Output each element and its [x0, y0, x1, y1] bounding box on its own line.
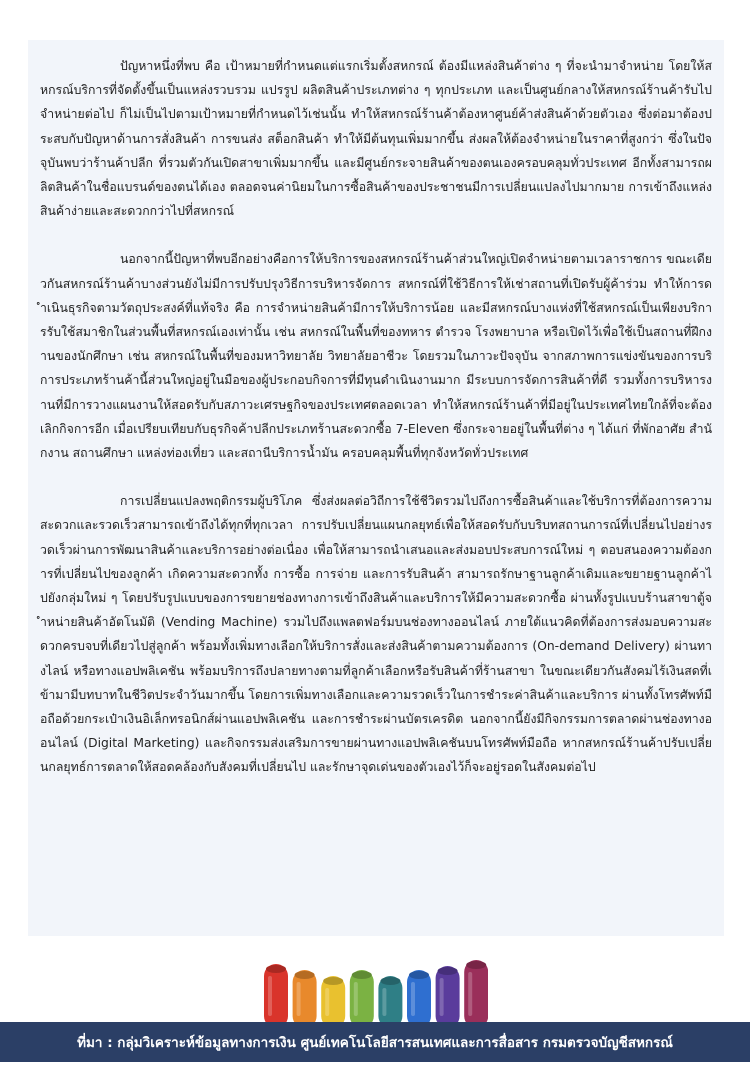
pencil-highlight — [468, 972, 472, 1016]
pencil-cap — [438, 967, 458, 975]
pencil-highlight — [354, 982, 358, 1016]
pencil-highlight — [325, 988, 329, 1016]
colored-pencils-icon — [262, 958, 488, 1022]
pencil-highlight — [440, 978, 444, 1016]
pencil-cap — [466, 961, 486, 969]
pencil-1 — [264, 964, 288, 1022]
pencil-8 — [464, 960, 488, 1022]
pencil-6 — [407, 970, 431, 1022]
pencil-5 — [378, 976, 402, 1022]
pencil-cap — [266, 965, 286, 973]
pencil-7 — [436, 966, 460, 1022]
pencil-3 — [321, 976, 345, 1022]
pencil-4 — [350, 970, 374, 1022]
paragraph-1: ปัญหาหนึ่งที่พบ คือ เป้าหมายที่กำหนดแต่แรกเริ่มตั้งสหกรณ์ ต้องมีแหล่งสินค้าต่าง ๆ ที่จะนำมาจำหน่าย โดยให้สหกรณ์บริการที่จัดตั้งขึ้นเป็นแหล่งรวบรวม แปรรูป ผลิตสินค้าประเภทต่าง ๆ ทุกประเภท และเป็นศูนย์กลางให้สหกรณ์ร้านค้ารับไปจำหน่ายต่อไป ก็ไม่เป็นไปตามเป้าหมายที่กำหนดไว้เช่นนั้น ทำให้สหกรณ์ร้านค้าต้องหาศูนย์ค้าส่งสินค้าด้วยตัวเอง ซึ่งต่อมาต้องประสบกับปัญหาด้านการสั่งสินค้า การขนส่ง สต็อกสินค้า ทำให้มีต้นทุนเพิ่มมากขึ้น ส่งผลให้ต้องจำหน่ายในราคาที่สูงกว่า ซึ่งในปัจจุบันพบว่าร้านค้าปลีก ที่รวมตัวกันเปิดสาขาเพิ่มมากขึ้น และมีศูนย์กระจายสินค้าของตนเองครอบคลุมทั่วประเทศ อีกทั้งสามารถผลิตสินค้าในชื่อแบรนด์ของตนได้เอง ตลอดจนค่านิยมในการซื้อสินค้าของประชาชนมีการเปลี่ยนแปลงไปมากมาย การเข้าถึงแหล่งสินค้าง่ายและสะดวกกว่าไปที่สหกรณ์ — [40, 59, 712, 219]
pencil-highlight — [297, 982, 301, 1016]
pencil-highlight — [411, 982, 415, 1016]
pencil-2 — [293, 970, 317, 1022]
pencil-cap — [409, 971, 429, 979]
paragraph-3: การเปลี่ยนแปลงพฤติกรรมผู้บริโภค ซึ่งส่งผลต่อวิถีการใช้ชีวิตรวมไปถึงการซื้อสินค้าและใช้บริการที่ต้องการความสะดวกและรวดเร็วสามารถเข้าถึงได้ทุกที่ทุกเวลา การปรับเปลี่ยนแผนกลยุทธ์เพื่อให้สอดรับกับบริบทสถานการณ์ที่เปลี่ยนไปอย่างรวดเร็วผ่านการพัฒนาสินค้าและบริการอย่างต่อเนื่อง เพื่อให้สามารถนำเสนอและส่งมอบประสบการณ์ใหม่ ๆ ตอบสนองความต้องการที่เปลี่ยนไปของลูกค้า เกิดความสะดวกทั้ง การซื้อ การจ่าย และการรับสินค้า สามารถรักษาฐานลูกค้าเดิมและขยายฐานลูกค้าไปยังกลุ่มใหม่ ๆ โดยปรับรูปแบบของการขยายช่องทางการเข้าถึงสินค้าและบริการให้มีความสะดวกซื้อ ผ่านทั้งรูปแบบร้านสาขาตู้จำหน่ายสินค้าอัตโนมัติ (Vending Machine) รวมไปถึงแพลตฟอร์มบนช่องทางออนไลน์ ภายใต้แนวคิดที่ต้องการส่งมอบความสะดวกครบจบที่เดียวไปสู่ลูกค้า พร้อมทั้งเพิ่มทางเลือกให้บริการสั่งและส่งสินค้าตามความต้องการ (On-demand Delivery) ผ่านทางไลน์ หรือทางแอปพลิเคชัน พร้อมบริการถึงปลายทางตามที่ลูกค้าเลือกหรือรับสินค้าที่ร้านสาขา ในขณะเดียวกันสังคมไร้เงินสดที่เข้ามามีบทบาทในชีวิตประจำวันมากขึ้น โดยการเพิ่มทางเลือกและความรวดเร็วในการชำระค่าสินค้าและบริการ ผ่านทั้งโทรศัพท์มือถือด้วยกระเป๋าเงินอิเล็กทรอนิกส์ผ่านแอปพลิเคชัน และการชำระผ่านบัตรเครดิต นอกจากนี้ยังมีกิจกรรมการตลาดผ่านช่องทางออนไลน์ (Digital Marketing) และกิจกรรมส่งเสริมการขายผ่านทางแอปพลิเคชันบนโทรศัพท์มือถือ หากสหกรณ์ร้านค้าปรับเปลี่ยนกลยุทธ์การตลาดให้สอดคล้องกับสังคมที่เปลี่ยนไป และรักษาจุดเด่นของตัวเองไว้ก็จะอยู่รอดในสังคมต่อไป — [40, 494, 712, 775]
paragraph-2: นอกจากนี้ปัญหาที่พบอีกอย่างคือการให้บริการของสหกรณ์ร้านค้าส่วนใหญ่เปิดจำหน่ายตามเวลาราชการ ขณะเดียวกันสหกรณ์ร้านค้าบางส่วนยังไม่มีการปรับปรุงวิธีการบริหารจัดการ สหกรณ์ที่ใช้วิธีการให้เช่าสถานที่เปิดรับผู้ค้าร่วม ทำให้การดำเนินธุรกิจตามวัตถุประสงค์ที่แท้จริง คือ การจำหน่ายสินค้ามีการให้บริการน้อย และมีสหกรณ์บางแห่งที่ใช้สหกรณ์เป็นเพียงบริการรับใช้สมาชิกในส่วนพื้นที่สหกรณ์เองเท่านั้น เช่น สหกรณ์ในพื้นที่ของทหาร ตำรวจ โรงพยาบาล หรือเปิดไว้เพื่อใช้เป็นสถานที่ฝึกงานของนักศึกษา เช่น สหกรณ์ในพื้นที่ของมหาวิทยาลัย วิทยาลัยอาชีวะ โดยรวมในภาวะปัจจุบัน จากสภาพการแข่งขันของการบริการประเภทร้านค้านี้ส่วนใหญ่อยู่ในมือของผู้ประกอบกิจการที่มีทุนดำเนินงานมาก มีระบบการจัดการสินค้าที่ดี รวมทั้งการบริหารงานที่มีการวางแผนงานให้สอดรับกับสภาวะเศรษฐกิจของประเทศตลอดเวลา ทำให้สหกรณ์ร้านค้าที่มีอยู่ในประเทศไทยใกล้ที่จะต้องเลิกกิจการอีก เมื่อเปรียบเทียบกับธุรกิจค้าปลีกประเภทร้านสะดวกซื้อ 7-Eleven ซึ่งกระจายอยู่ในพื้นที่ต่าง ๆ ได้แก่ ที่พักอาศัย สำนักงาน สถานศึกษา แหล่งท่องเที่ยว และสถานีบริการน้ำมัน ครอบคลุมพื้นที่ทุกจังหวัดทั่วประเทศ — [40, 252, 713, 461]
pencil-body — [464, 960, 488, 1022]
source-footer — [0, 1022, 750, 1062]
pencil-highlight — [382, 988, 386, 1016]
pencil-cap — [323, 977, 343, 985]
pencil-highlight — [268, 976, 272, 1016]
pencil-cap — [295, 971, 315, 979]
pencil-cap — [380, 977, 400, 985]
article-body — [28, 40, 724, 936]
pencil-cap — [352, 971, 372, 979]
source-text: ที่มา : กลุ่มวิเคราะห์ข้อมูลทางการเงิน ศูนย์เทคโนโลยีสารสนเทศและการสื่อสาร กรมตรวจบัญชีสหกรณ์ — [77, 1035, 673, 1051]
